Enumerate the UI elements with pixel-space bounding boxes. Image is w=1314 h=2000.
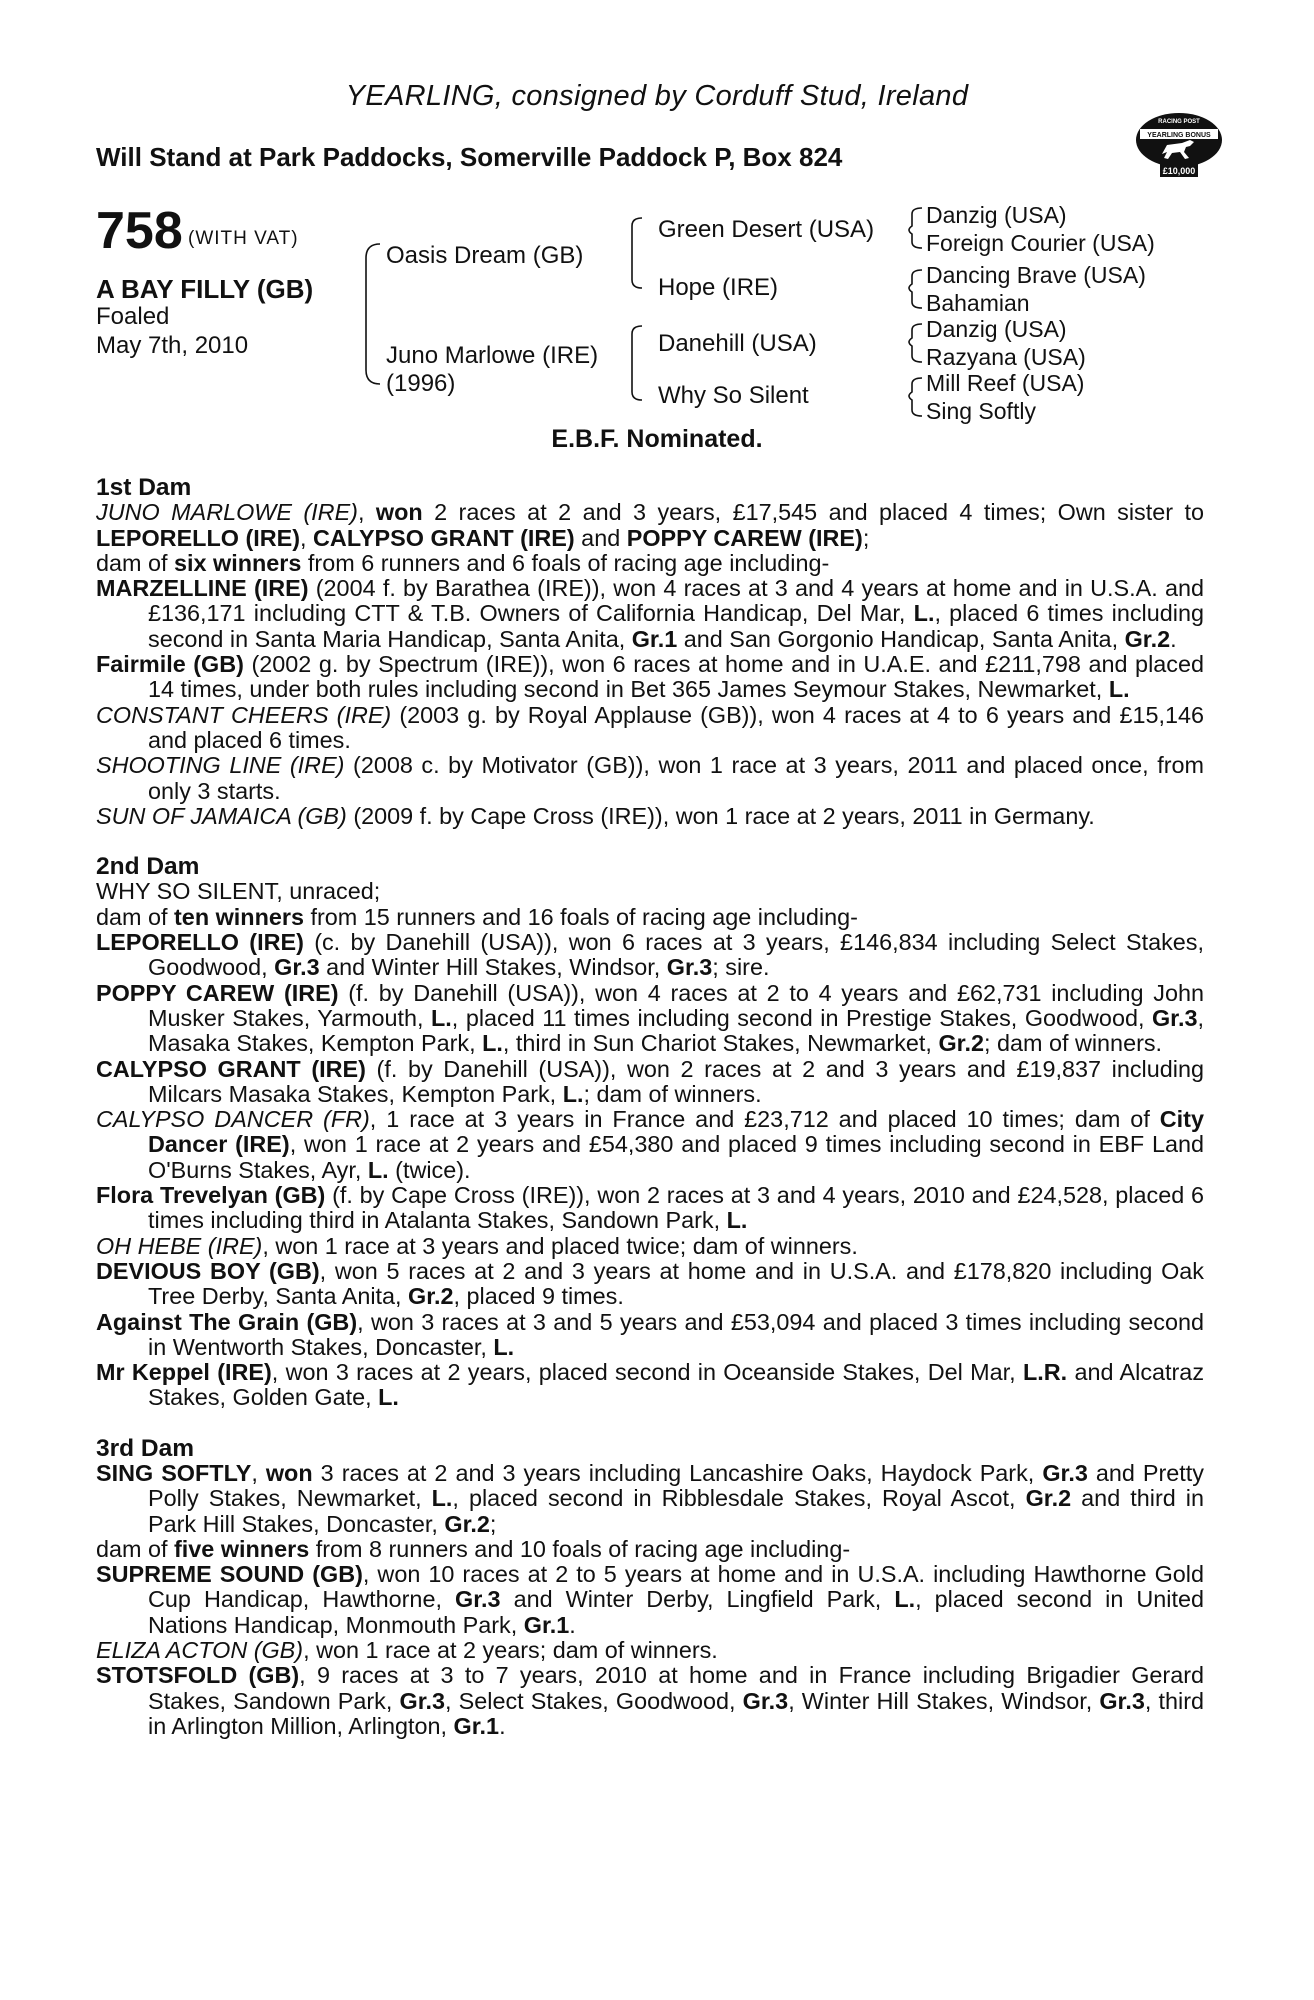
badge-line2: YEARLING BONUS — [1147, 132, 1211, 139]
badge-line1: RACING POST — [1158, 119, 1200, 125]
first-dam-summary: JUNO MARLOWE (IRE), won 2 races at 2 and 3 years, £17,545 and placed 4 times; Own sister to LEPORELLO (IRE), CALYPSO GRANT (IRE) and POPPY CAREW (IRE); — [96, 499, 1204, 551]
second-dam-produce-intro: dam of ten winners from 15 runners and 16 foals of racing age including- — [96, 903, 858, 930]
bracket-g4-4 — [909, 378, 922, 416]
produce-entry: CONSTANT CHEERS (IRE) (2003 g. by Royal Applause (GB)), won 4 races at 4 to 6 years and £15,146 and placed 6 times. — [96, 701, 1204, 753]
third-dam-produce-intro: dam of five winners from 8 runners and 10 foals of racing age including- — [96, 1535, 851, 1562]
produce-entry: MARZELLINE (IRE) (2004 f. by Barathea (IRE)), won 4 races at 3 and 4 years at home and in U.S.A. and £136,171 including CTT & T.B. Owners of California Handicap, Del Mar, L., placed 6 times including second in Santa Maria Handicap, Santa Anita, Gr.1 and San Gorgonio Handicap, Santa Anita, Gr.2. — [96, 575, 1204, 652]
produce-entry: Flora Trevelyan (GB) (f. by Cape Cross (IRE)), won 2 races at 3 and 4 years, 2010 and £24,528, placed 6 times including third in Atalanta Stakes, Sandown Park, L. — [96, 1182, 1204, 1234]
vat-note: (WITH VAT) — [188, 228, 299, 249]
produce-entry: SUPREME SOUND (GB), won 10 races at 2 to 5 years at home and in U.S.A. including Hawthorne Gold Cup Handicap, Hawthorne, Gr.3 and Winter Derby, Lingfield Park, L., placed second in United Nations Handicap, Monmouth Park, Gr.1. — [96, 1561, 1204, 1638]
pedigree-dam-sire: Danehill (USA) — [658, 330, 817, 357]
produce-entry: STOTSFOLD (GB), 9 races at 3 to 7 years, 2010 at home and in France including Brigadier Gerard Stakes, Sandown Park, Gr.3, Select Stakes, Goodwood, Gr.3, Winter Hill Stakes, Windsor, Gr.3, third in Arlington Million, Arlington, Gr.1. — [96, 1662, 1205, 1739]
section-heading-second-dam: 2nd Dam — [96, 853, 200, 881]
produce-entry: SUN OF JAMAICA (GB) (2009 f. by Cape Cross (IRE)), won 1 race at 2 years, 2011 in Germany. — [96, 802, 1095, 829]
bracket-gen1 — [366, 244, 380, 384]
pedigree-sire-dam: Hope (IRE) — [658, 274, 779, 301]
produce-entry: Fairmile (GB) (2002 g. by Spectrum (IRE)), won 6 races at home and in U.A.E. and £211,798 and placed 14 times, under both rules including second in Bet 365 James Seymour Stakes, Newmarket, L. — [96, 651, 1204, 703]
produce-entry: ELIZA ACTON (GB), won 1 race at 2 years; dam of winners. — [96, 1637, 718, 1664]
produce-entry: CALYPSO DANCER (FR), 1 race at 3 years in France and £23,712 and placed 10 times; dam of City Dancer (IRE), won 1 race at 2 years and £54,380 and placed 9 times including second in EBF Land O'Burns Stakes, Ayr, L. (twice). — [96, 1106, 1204, 1183]
bracket-g4-2 — [909, 270, 922, 308]
first-dam-produce-intro: dam of six winners from 6 runners and 6 foals of racing age including- — [96, 549, 830, 576]
produce-entry: OH HEBE (IRE), won 1 race at 3 years and placed twice; dam of winners. — [96, 1232, 858, 1259]
lot-description: A BAY FILLY (GB) — [96, 274, 314, 304]
ebf-nominated: E.B.F. Nominated. — [551, 425, 763, 453]
pedigree-sire-sire: Green Desert (USA) — [658, 216, 875, 243]
produce-record — [96, 475, 1204, 1739]
pedigree-g4: Foreign Courier (USA) — [926, 230, 1155, 256]
second-dam-summary: WHY SO SILENT, unraced; — [96, 878, 381, 905]
produce-entry: DEVIOUS BOY (GB), won 5 races at 2 and 3 years at home and in U.S.A. and £178,820 including Oak Tree Derby, Santa Anita, Gr.2, placed 9 times. — [96, 1257, 1204, 1310]
section-heading-third-dam: 3rd Dam — [96, 1434, 195, 1462]
stand-location: Will Stand at Park Paddocks, Somerville Paddock P, Box 824 — [96, 142, 843, 172]
produce-entry: Against The Grain (GB), won 3 races at 3 and 5 years and £53,094 and placed 3 times including second in Wentworth Stakes, Doncaster, L. — [96, 1308, 1204, 1360]
pedigree-dam-dam: Why So Silent — [658, 382, 809, 409]
catalogue-header: YEARLING, consigned by Corduff Stud, Ireland — [345, 80, 969, 112]
foaled-label: Foaled — [96, 303, 170, 330]
lot-number: 758 — [96, 202, 183, 260]
bracket-dam — [632, 326, 642, 400]
produce-entry: CALYPSO GRANT (IRE) (f. by Danehill (USA)), won 2 races at 2 and 3 years and £19,837 including Milcars Masaka Stakes, Kempton Park, L.; dam of winners. — [96, 1055, 1204, 1107]
pedigree-g4: Razyana (USA) — [926, 344, 1086, 370]
pedigree-dam-year: (1996) — [386, 370, 456, 397]
badge-amount: £10,000 — [1162, 166, 1196, 176]
third-dam-summary: SING SOFTLY, won 3 races at 2 and 3 years including Lancashire Oaks, Haydock Park, Gr.3 and Pretty Polly Stakes, Newmarket, L., placed second in Ribblesdale Stakes, Royal Ascot, Gr.2 and third in Park Hill Stakes, Doncaster, Gr.2; — [96, 1459, 1205, 1537]
bracket-sire — [632, 218, 642, 288]
pedigree-g4: Dancing Brave (USA) — [926, 262, 1146, 288]
section-heading-first-dam: 1st Dam — [96, 474, 192, 501]
produce-entry: Mr Keppel (IRE), won 3 races at 2 years, placed second in Oceanside Stakes, Del Mar, L.R. and Alcatraz Stakes, Golden Gate, L. — [96, 1359, 1205, 1411]
pedigree-dam: Juno Marlowe (IRE) — [386, 342, 599, 369]
pedigree-sire: Oasis Dream (GB) — [386, 242, 584, 269]
pedigree-g4: Mill Reef (USA) — [926, 370, 1085, 396]
pedigree-g4: Danzig (USA) — [926, 202, 1067, 228]
foaled-date: May 7th, 2010 — [96, 332, 249, 359]
pedigree-g4: Danzig (USA) — [926, 316, 1067, 342]
pedigree-g4: Bahamian — [926, 290, 1030, 316]
produce-entry: POPPY CAREW (IRE) (f. by Danehill (USA)), won 4 races at 2 to 4 years and £62,731 including John Musker Stakes, Yarmouth, L., placed 11 times including second in Prestige Stakes, Goodwood, Gr.3, Masaka Stakes, Kempton Park, L., third in Sun Chariot Stakes, Newmarket, Gr.2; dam of winners. — [96, 979, 1204, 1057]
produce-entry: LEPORELLO (IRE) (c. by Danehill (USA)), won 6 races at 3 years, £146,834 including Select Stakes, Goodwood, Gr.3 and Winter Hill Stakes, Windsor, Gr.3; sire. — [96, 929, 1204, 981]
bracket-g4-3 — [909, 324, 922, 362]
pedigree-g4: Sing Softly — [926, 398, 1036, 424]
bracket-g4-1 — [909, 208, 922, 248]
produce-entry: SHOOTING LINE (IRE) (2008 c. by Motivator (GB)), won 1 race at 3 years, 2011 and placed once, from only 3 starts. — [96, 752, 1204, 804]
